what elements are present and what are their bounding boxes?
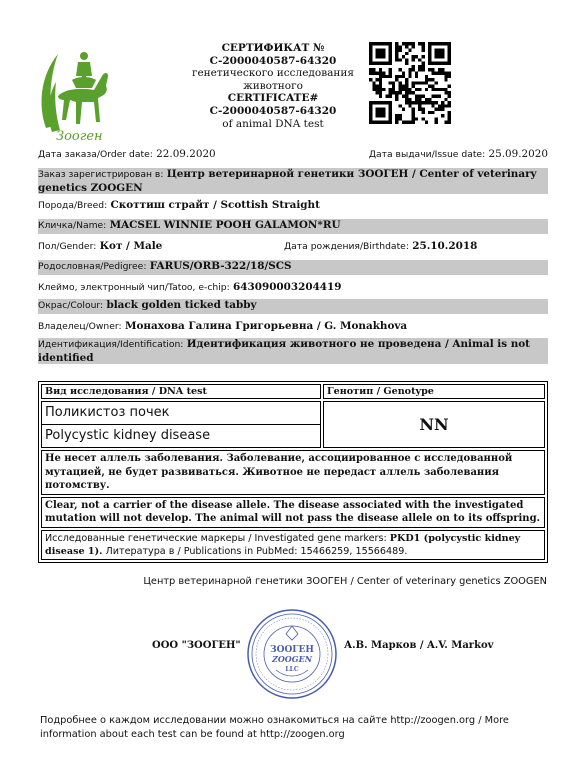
breed-row xyxy=(38,199,548,213)
genotype-value: NN xyxy=(323,401,545,448)
dates-row xyxy=(38,148,548,162)
center-line: Центр ветеринарной генетики ЗООГЕН / Center of veterinary genetics ZOOGEN xyxy=(143,576,547,587)
registered-value: Центр ветеринарной генетики ЗООГЕН / Center of veterinary genetics ZOOGEN xyxy=(38,168,537,194)
issue-date-label: Дата выдачи/Issue date: xyxy=(368,149,486,160)
gender-label: Пол/Gender: xyxy=(38,241,97,252)
dna-test-table xyxy=(38,381,548,563)
signer-name: А.В. Марков / A.V. Markov xyxy=(344,640,494,651)
tattoo-value: 643090003204419 xyxy=(233,281,342,293)
footer-note: Подробнее о каждом исследовании можно ознакомиться на сайте http://zoogen.org / More information about each test can be found at http://zoogen.org xyxy=(40,715,509,740)
registered-label: Заказ зарегистрирован в: xyxy=(38,169,164,180)
gender-value: Кот / Male xyxy=(99,240,163,252)
gender-row xyxy=(38,240,548,254)
logo-text: Зооген xyxy=(56,129,103,144)
stamp-text-ru: ЗООГЕН xyxy=(270,645,314,655)
identification-label: Идентификация/Identification: xyxy=(38,339,184,350)
owner-value: Монахова Галина Григорьевна / G. Monakhova xyxy=(124,320,408,332)
name-label: Кличка/Name: xyxy=(38,220,107,231)
owner-label: Владелец/Owner: xyxy=(38,321,122,332)
certificate-title xyxy=(188,42,358,130)
name-row xyxy=(38,219,548,234)
pedigree-label: Родословная/Pedigree: xyxy=(38,261,147,272)
qr-code xyxy=(369,42,451,124)
publications: Литература в / Publications in PubMed: 15466259, 15566489. xyxy=(105,545,408,557)
breed-value: Скоттиш страйт / Scottish Straight xyxy=(110,199,320,211)
genotype-header: Генотип / Genotype xyxy=(323,384,545,399)
stamp-text-en: ZOOGEN xyxy=(271,654,313,664)
identification-row xyxy=(38,338,548,364)
identification-value: Идентификация животного не проведена / Animal is not identified xyxy=(38,338,530,364)
issue-date-value: 25.09.2020 xyxy=(488,148,548,160)
stamp-text-llc: LLC xyxy=(285,666,299,673)
company-name: ООО "ЗООГЕН" xyxy=(152,640,241,651)
registered-row xyxy=(38,168,548,194)
title-subline-ru: генетического исследования животного xyxy=(191,67,355,92)
dna-test-header: Вид исследования / DNA test xyxy=(41,384,321,399)
markers-cell xyxy=(41,530,545,560)
colour-label: Окрас/Colour: xyxy=(38,300,104,311)
order-date-label: Дата заказа/Order date: xyxy=(38,149,153,160)
owner-row xyxy=(38,320,548,334)
order-date-value: 22.09.2020 xyxy=(156,148,216,160)
title-line-en: CERTIFICATE# xyxy=(227,92,319,105)
test-name-cell xyxy=(41,401,321,448)
tattoo-label: Клеймо, электронный чип/Tatoo, e-chip: xyxy=(38,282,230,293)
result-en: Clear, not a carrier of the disease allele. The disease associated with the investigated mutation will not develop. The animal will not pass the disease allele on to its offspring. xyxy=(41,497,545,528)
markers-label: Исследованные генетические маркеры / Investigated gene markers: xyxy=(45,532,387,544)
stamp-seal xyxy=(246,608,338,700)
pedigree-row xyxy=(38,260,548,275)
title-line-ru: СЕРТИФИКАТ № xyxy=(221,42,325,54)
result-ru: Не несет аллель заболевания. Заболевание, ассоциированное с исследованной мутацией, не будет развиваться. Животное не передаст аллель заболевания потомству. xyxy=(41,450,545,495)
birthdate-label: Дата рождения/Birthdate: xyxy=(284,241,409,252)
certificate-number-en: C-2000040587-64320 xyxy=(209,104,337,117)
colour-row xyxy=(38,299,548,314)
test-name-ru: Поликистоз почек xyxy=(42,402,320,425)
pedigree-value: FARUS/ORB-322/18/SCS xyxy=(149,260,292,272)
title-subline-en: of animal DNA test xyxy=(222,117,324,130)
colour-value: black golden ticked tabby xyxy=(106,299,257,311)
markers-value: PKD1 (polycystic kidney disease 1). xyxy=(45,532,521,557)
birthdate-value: 25.10.2018 xyxy=(412,240,478,252)
name-value: MACSEL WINNIE POOH GALAMON*RU xyxy=(109,219,341,231)
breed-label: Порода/Breed: xyxy=(38,200,108,211)
horse-logo xyxy=(36,36,114,144)
certificate-number-ru: С-2000040587-64320 xyxy=(209,54,337,67)
test-name-en: Polycystic kidney disease xyxy=(45,428,211,443)
tattoo-row xyxy=(38,281,548,295)
